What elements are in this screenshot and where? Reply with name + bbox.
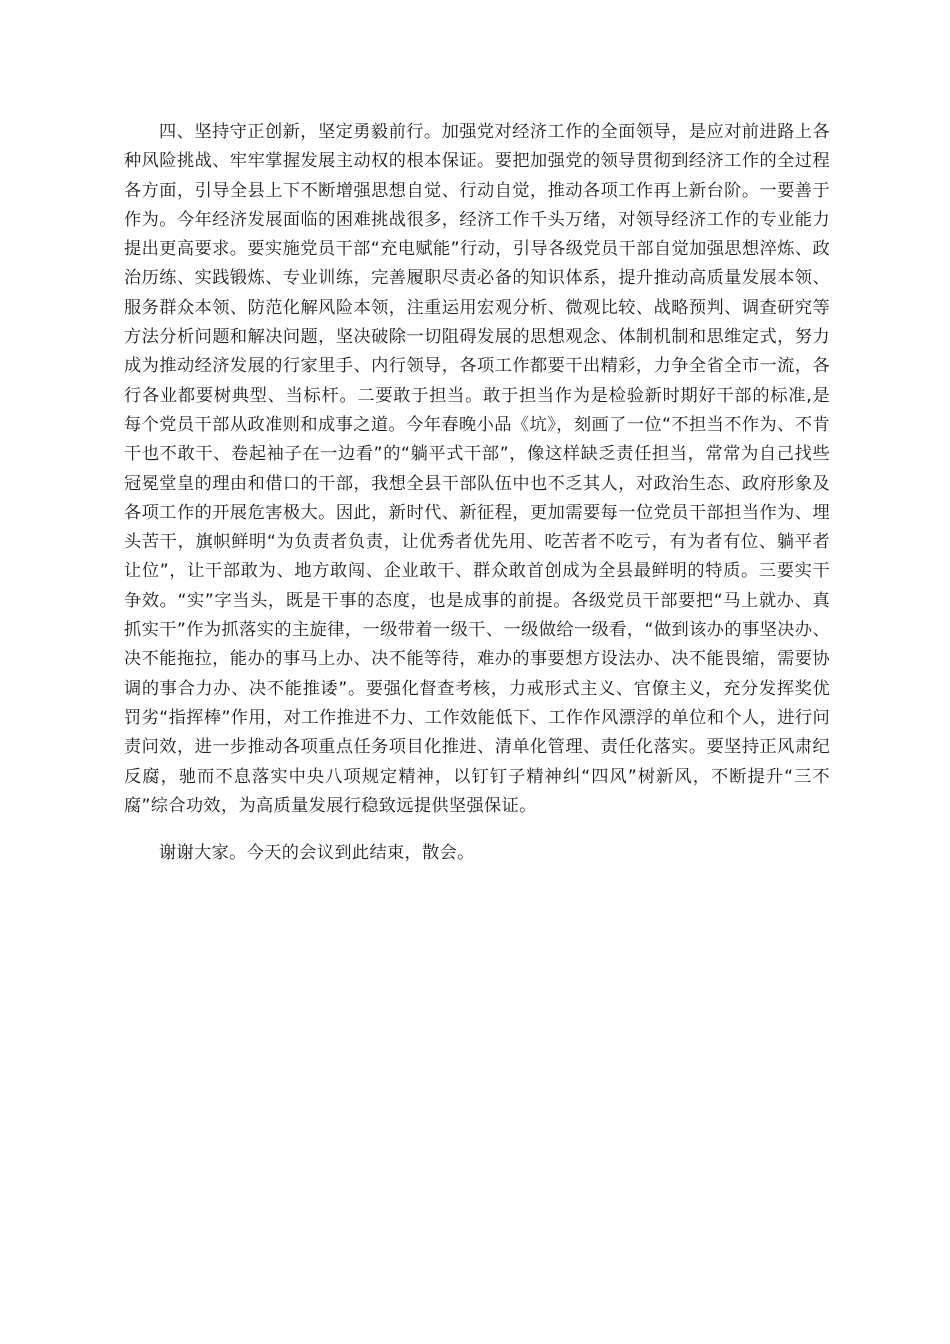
- paragraph-closing-remarks: 谢谢大家。今天的会议到此结束，散会。: [159, 843, 475, 864]
- document-body: [124, 118, 830, 868]
- paragraph-section-four: 四、坚持守正创新，坚定勇毅前行。加强党对经济工作的全面领导，是应对前进路上各种风险挑战、牢牢掌握发展主动权的根本保证。要把加强党的领导贯彻到经济工作的全过程各方面，引导全县上下不断增强思想自觉、行动自觉，推动各项工作再上新台阶。一要善于作为。今年经济发展面临的困难挑战很多，经济工作千头万绪，对领导经济工作的专业能力提出更高要求。要实施党员干部“充电赋能”行动，引导各级党员干部自觉加强思想淬炼、政治历练、实践锻炼、专业训练，完善履职尽责必备的知识体系，提升推动高质量发展本领、服务群众本领、防范化解风险本领，注重运用宏观分析、微观比较、战略预判、调查研究等方法分析问题和解决问题，坚决破除一切阻碍发展的思想观念、体制机制和思维定式，努力成为推动经济发展的行家里手、内行领导，各项工作都要干出精彩，力争全省全市一流，各行各业都要树典型、当标杆。二要敢于担当。敢于担当作为是检验新时期好干部的标准,是每个党员干部从政准则和成事之道。今年春晚小品《坑》，刻画了一位“不担当不作为、不肯干也不敢干、卷起袖子在一边看”的“躺平式干部”，像这样缺乏责任担当，常常为自己找些冠冕堂皇的理由和借口的干部，我想全县干部队伍中也不乏其人，对政治生态、政府形象及各项工作的开展危害极大。因此，新时代、新征程，更加需要每一位党员干部担当作为、埋头苦干，旗帜鲜明“为负责者负责，让优秀者优先用、吃苦者不吃亏，有为者有位、躺平者让位”，让干部敢为、地方敢闯、企业敢干、群众敢首创成为全县最鲜明的特质。三要实干争效。“实”字当头，既是干事的态度，也是成事的前提。各级党员干部要把“马上就办、真抓实干”作为抓落实的主旋律，一级带着一级干、一级做给一级看，“做到该办的事坚决办、决不能拖拉，能办的事马上办、决不能等待，难办的事要想方设法办、决不能畏缩，需要协调的事合力办、决不能推诿”。要强化督查考核，力戒形式主义、官僚主义，充分发挥奖优罚劣“指挥棒”作用，对工作推进不力、工作效能低下、工作作风漂浮的单位和个人，进行问责问效，进一步推动各项重点任务项目化推进、清单化管理、责任化落实。要坚持正风肃纪反腐，驰而不息落实中央八项规定精神，以钉钉子精神纠“四风”树新风，不断提升“三不腐”综合功效，为高质量发展行稳致远提供坚强保证。: [124, 122, 830, 816]
